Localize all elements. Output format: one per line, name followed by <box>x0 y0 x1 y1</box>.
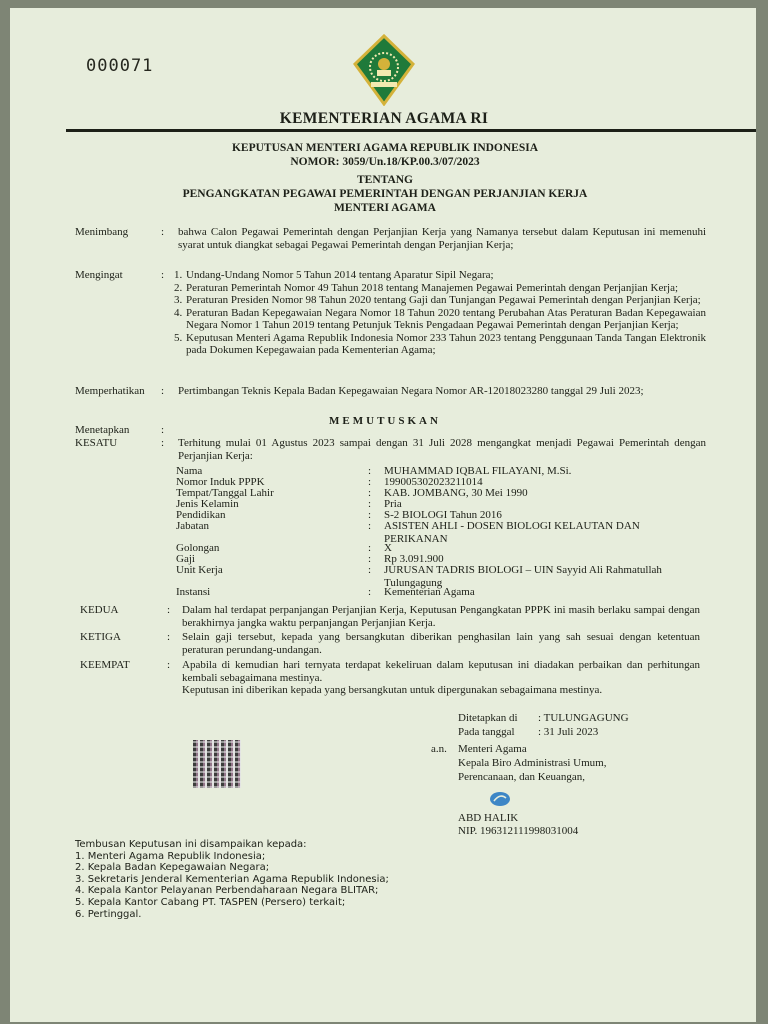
employee-details <box>176 465 716 600</box>
keempat-text-2: Keputusan ini diberikan kepada yang bersangkutan untuk dipergunakan sebagaimana mestinya. <box>182 684 603 696</box>
detail-value: Rp 3.091.900 <box>384 553 444 565</box>
colon: : <box>368 498 372 510</box>
memutuskan-heading: MEMUTUSKAN <box>329 415 441 427</box>
colon: : <box>368 465 372 477</box>
detail-value: Kementerian Agama <box>384 586 475 598</box>
signer-name: ABD HALIK <box>458 812 519 824</box>
place-value: : TULUNGAGUNG <box>538 712 629 724</box>
detail-value: ASISTEN AHLI - DOSEN BIOLOGI KELAUTAN DAN PERIKANAN <box>384 520 640 545</box>
menimbang-text: bahwa Calon Pegawai Pemerintah dengan Perjanjian Kerja yang Namanya tersebut dalam Keputusan ini memenuhi syarat untuk diangkat sebagai Pegawai Pemerintah dengan Perjanjian Kerja; <box>178 226 706 251</box>
colon: : <box>167 631 171 643</box>
signer-role-1: Menteri Agama <box>458 743 527 755</box>
colon: : <box>368 509 372 521</box>
memperhatikan-label: Memperhatikan <box>75 385 145 397</box>
date-label: Pada tanggal <box>458 726 515 738</box>
detail-key: Nomor Induk PPPK <box>176 476 265 488</box>
colon: : <box>368 487 372 499</box>
detail-key: Golongan <box>176 542 220 554</box>
list-item: 2. Kepala Badan Kepegawaian Negara; <box>75 862 270 874</box>
kedua-text: Dalam hal terdapat perpanjangan Perjanjian Kerja, Keputusan Pengangkatan PPPK ini masih berlaku sampai dengan berakhirnya jangka waktu perpanjangan Perjanjian Kerja. <box>182 604 700 629</box>
keempat-text-1: Apabila di kemudian hari ternyata terdapat kekeliruan dalam keputusan ini diadakan perbaikan dan perhitungan kembali sebagaimana mestinya. <box>182 659 700 684</box>
an-label: a.n. <box>431 743 447 755</box>
detail-value: 199005302023211014 <box>384 476 483 488</box>
signer-role-2: Kepala Biro Administrasi Umum, <box>458 757 607 769</box>
detail-key: Gaji <box>176 553 195 565</box>
colon: : <box>368 564 372 576</box>
colon: : <box>161 437 165 449</box>
colon: : <box>368 542 372 554</box>
detail-key: Unit Kerja <box>176 564 223 576</box>
menetapkan-label: Menetapkan <box>75 424 130 436</box>
colon: : <box>368 520 372 532</box>
list-item: 4. Peraturan Badan Kepegawaian Negara Nomor 18 Tahun 2020 tentang Perubahan Atas Peraturan Badan Kepegawaian Negara Nomor 1 Tahun 2019 tentang Petunjuk Teknis Pengadaan Pegawai Pemerintah dengan Perjanjian Kerja; <box>174 306 706 331</box>
header-divider <box>66 129 756 132</box>
qr-code-overlay <box>193 740 241 788</box>
keempat-label: KEEMPAT <box>80 659 130 671</box>
list-item: 4. Kepala Kantor Pelayanan Perbendaharaan Negara BLITAR; <box>75 885 379 897</box>
decree-title: KEPUTUSAN MENTERI AGAMA REPUBLIK INDONESIA <box>231 142 539 154</box>
detail-value: MUHAMMAD IQBAL FILAYANI, M.Si. <box>384 465 572 477</box>
memperhatikan-text: Pertimbangan Teknis Kepala Badan Kepegawaian Negara Nomor AR-12018023280 tanggal 29 Juli 2023; <box>178 385 644 397</box>
menimbang-label: Menimbang <box>75 226 129 238</box>
signer-role-3: Perencanaan, dan Keuangan, <box>458 771 586 783</box>
colon: : <box>161 226 165 238</box>
detail-key: Tempat/Tanggal Lahir <box>176 487 274 499</box>
detail-key: Pendidikan <box>176 509 226 521</box>
ketiga-label: KETIGA <box>80 631 121 643</box>
decree-number: NOMOR: 3059/Un.18/KP.00.3/07/2023 <box>290 156 480 168</box>
ministry-emblem-icon <box>353 34 415 106</box>
tembusan-title: Tembusan Keputusan ini disampaikan kepada: <box>75 839 307 850</box>
tembusan-list <box>75 839 389 920</box>
list-item: 5. Kepala Kantor Cabang PT. TASPEN (Persero) terkait; <box>75 896 346 908</box>
kesatu-text: Terhitung mulai 01 Agustus 2023 sampai dengan 31 Juli 2028 mengangkat menjadi Pegawai Pemerintah dengan Perjanjian Kerja: <box>178 437 706 462</box>
decree-issuer: MENTERI AGAMA <box>334 202 436 214</box>
about-label: TENTANG <box>356 174 414 186</box>
detail-value: KAB. JOMBANG, 30 Mei 1990 <box>384 487 528 499</box>
list-item: 3. Sekretaris Jenderal Kementerian Agama Republik Indonesia; <box>75 873 389 885</box>
detail-key: Nama <box>176 465 203 477</box>
colon: : <box>161 385 165 397</box>
detail-key: Jabatan <box>176 520 209 532</box>
colon: : <box>167 604 171 616</box>
list-item: 5. Keputusan Menteri Agama Republik Indonesia Nomor 233 Tahun 2023 tentang Penggunaan Tanda Tangan Elektronik pada Dokumen Kepegawaian pada Kementerian Agama; <box>174 331 706 356</box>
kedua-label: KEDUA <box>80 604 119 616</box>
document-serial-number: 000071 <box>86 56 154 76</box>
mengingat-label: Mengingat <box>75 269 123 281</box>
colon: : <box>368 586 372 598</box>
list-item: 1. Undang-Undang Nomor 5 Tahun 2014 tentang Aparatur Sipil Negara; <box>174 269 494 281</box>
colon: : <box>161 269 165 281</box>
colon: : <box>167 659 171 671</box>
e-signature-mark-icon <box>489 791 511 807</box>
detail-value: Pria <box>384 498 402 510</box>
signer-nip: NIP. 196312111998031004 <box>458 825 579 837</box>
mengingat-list <box>174 269 706 357</box>
ketiga-text: Selain gaji tersebut, kepada yang bersangkutan diberikan penghasilan lain yang sah sesuai dengan ketentuan peraturan perundang-undangan. <box>182 631 700 656</box>
place-label: Ditetapkan di <box>458 712 518 724</box>
list-item: 1. Menteri Agama Republik Indonesia; <box>75 850 266 862</box>
decree-subject: PENGANGKATAN PEGAWAI PEMERINTAH DENGAN PERJANJIAN KERJA <box>182 188 588 200</box>
date-value: : 31 Juli 2023 <box>538 726 599 738</box>
list-item: 3. Peraturan Presiden Nomor 98 Tahun 2020 tentang Gaji dan Tunjangan Pegawai Pemerintah dengan Perjanjian Kerja; <box>174 294 701 306</box>
detail-key: Jenis Kelamin <box>176 498 239 510</box>
list-item: 6. Pertinggal. <box>75 908 142 920</box>
detail-value: X <box>384 542 392 554</box>
list-item: 2. Peraturan Pemerintah Nomor 49 Tahun 2018 tentang Manajemen Pegawai Pemerintah dengan Perjanjian Kerja; <box>174 281 679 294</box>
ministry-heading: KEMENTERIAN AGAMA RI <box>279 110 489 127</box>
colon: : <box>161 424 165 436</box>
colon: : <box>368 553 372 565</box>
detail-key: Instansi <box>176 586 211 598</box>
kesatu-label: KESATU <box>75 437 118 449</box>
detail-value: S-2 BIOLOGI Tahun 2016 <box>384 509 502 521</box>
detail-value: JURUSAN TADRIS BIOLOGI – UIN Sayyid Ali Rahmatullah Tulungagung <box>384 564 662 589</box>
colon: : <box>368 476 372 488</box>
